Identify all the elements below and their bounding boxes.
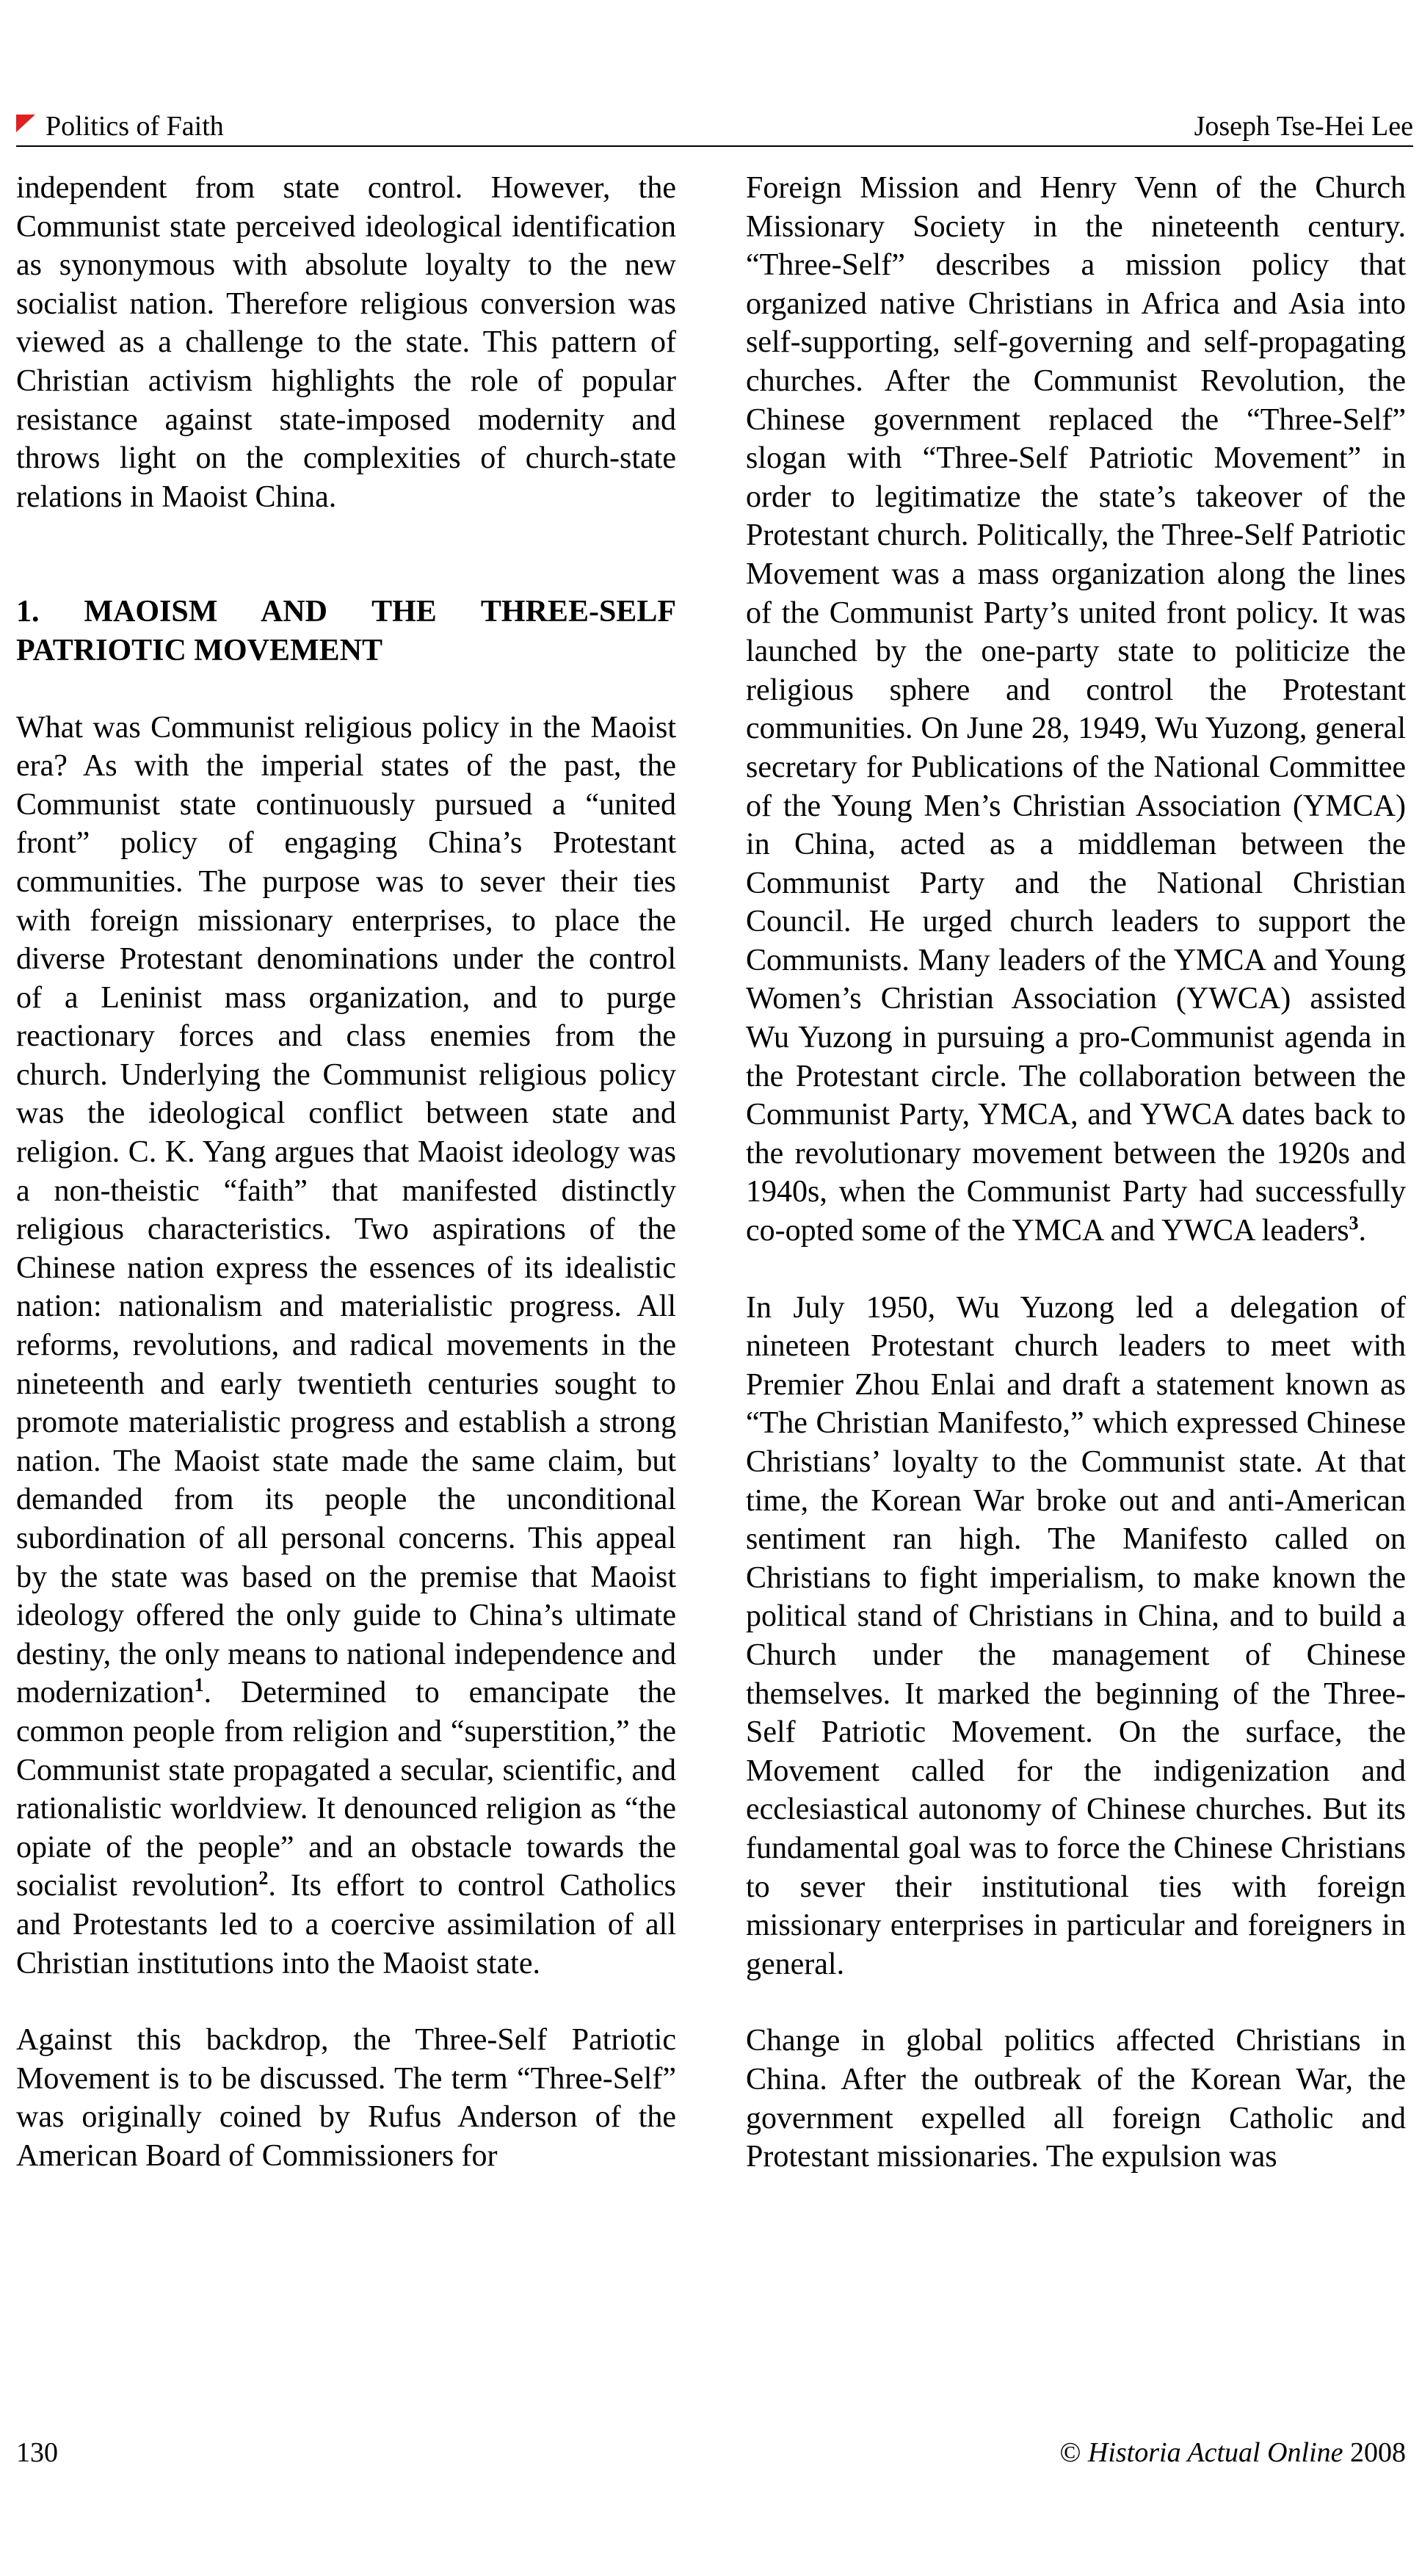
paragraph-three-self [746,169,1406,1251]
copyright-symbol: © [1059,2437,1081,2468]
footer-citation [1060,2435,1407,2470]
paragraph-global-politics: Change in global politics affected Christians in China. After the outbreak of the Korean War, the government expelled all foreign Catholic and Protestant missionaries. The expulsion was [746,2024,1406,2174]
paragraph-text: What was Communist religious policy in the Maoist era? As with the imperial states of the past, the Communist state continuously pursued a “united front” policy of engaging China’s Protestant communities. The purpose was to sever their ties with foreign missionary enterprises, to place the diverse Protestant denominations under the control of a Leninist mass organization, and to purge reactionary forces and class enemies from the church. Underlying the Communist religious policy was the ideological conflict between state and religion. C. K. Yang argues that Maoist ideology was a non-theistic “faith” that manifested distinctly religious characteristics. Two aspirations of the Chinese nation express the essences of its idealistic nation: nationalism and materialistic progress. All reforms, revolutions, and radical movements in the nineteenth and early twentieth centuries sought to promote materialistic progress and establish a strong nation. The Maoist state made the same claim, but demanded from its people the unconditional subordination of all personal concerns. This appeal by the state was based on the premise that Maoist ideology offered the only guide to China’s ultimate destiny, the only means to national independence and modernization [16,710,676,1710]
page-number: 130 [16,2437,58,2468]
footnote-ref-1[interactable]: 1 [194,1674,204,1696]
footnote-ref-2[interactable]: 2 [258,1867,269,1889]
paragraph-intro-end: independent from state control. However, the Communist state perceived ideological identification as synonymous with absolute loyalty to the new socialist nation. Therefore religious conversion was viewed as a challenge to the state. This pattern of Christian activism highlights the role of popular resistance against state-imposed modernity and throws light on the complexities of church-state relations in Maoist China. [16,171,676,514]
right-column [746,169,1406,2177]
header-left [16,109,224,144]
footer-year: 2008 [1350,2437,1406,2468]
section-title: Politics of Faith [46,111,224,142]
paragraph-text: . [1358,1214,1367,1248]
left-column [16,169,676,2176]
running-header [16,109,1413,147]
paragraph-religious-policy [16,709,676,1983]
journal-name: Historia Actual Online [1087,2437,1343,2468]
paragraph-manifesto: In July 1950, Wu Yuzong led a delegation of nineteen Protestant church leaders to meet with Premier Zhou Enlai and draft a statement known as “The Christian Manifesto,” which expressed Chinese Christians’ loyalty to the Communist state. At that time, the Korean War broke out and anti-American sentiment ran high. The Manifesto called on Christians to fight imperialism, to make known the political stand of Christians in China, and to build a Church under the management of Chinese themselves. It marked the beginning of the Three-Self Patriotic Movement. On the surface, the Movement called for the indigenization and ecclesiastical autonomy of Chinese churches. But its fundamental goal was to force the Chinese Christians to sever their institutional ties with foreign missionary enterprises in particular and foreigners in general. [746,1290,1406,1981]
paragraph-text: . Its effort to control Catholics and Protestants led to a coercive assimilation of all Christian institutions into the Maoist state. [16,1869,676,1980]
red-flag-icon [16,115,35,132]
author-name: Joseph Tse-Hei Lee [1194,111,1413,142]
paragraph-text: Foreign Mission and Henry Venn of the Church Missionary Society in the nineteenth century. “Three-Self” describes a mission policy that organized native Christians in Africa and Asia into self-supporting, self-governing and self-propagating churches. After the Communist Revolution, the Chinese government replaced the “Three-Self” slogan with “Three-Self Patriotic Movement” in order to legitimatize the state’s takeover of the Protestant church. Politically, the Three-Self Patriotic Movement was a mass organization along the lines of the Communist Party’s united front policy. It was launched by the one-party state to politicize the religious sphere and control the Protestant communities. On June 28, 1949, Wu Yuzong, general secretary for Publications of the National Committee of the Young Men’s Christian Association (YMCA) in China, acted as a middleman between the Communist Party and the National Christian Council. He urged church leaders to support the Communists. Many leaders of the YMCA and Young Women’s Christian Association (YWCA) assisted Wu Yuzong in pursuing a pro-Communist agenda in the Protestant circle. The collaboration between the Communist Party, YMCA, and YWCA dates back to the revolutionary movement between the 1920s and 1940s, when the Communist Party had successfully co-opted some of the YMCA and YWCA leaders [746,171,1406,1248]
paragraph-backdrop: Against this backdrop, the Three-Self Patriotic Movement is to be discussed. The term “Three-Self” was originally coined by Rufus Anderson of the American Board of Commissioners for [16,2023,676,2173]
section-heading: 1. MAOISM AND THE THREE-SELF PATRIOTIC MOVEMENT [16,595,676,667]
paragraph-text: . Determined to emancipate the common people from religion and “superstition,” the Communist state propagated a secular, scientific, and rationalistic worldview. It denounced religion as “the opiate of the people” and an obstacle towards the socialist revolution [16,1676,676,1903]
footnote-ref-3[interactable]: 3 [1349,1212,1359,1234]
